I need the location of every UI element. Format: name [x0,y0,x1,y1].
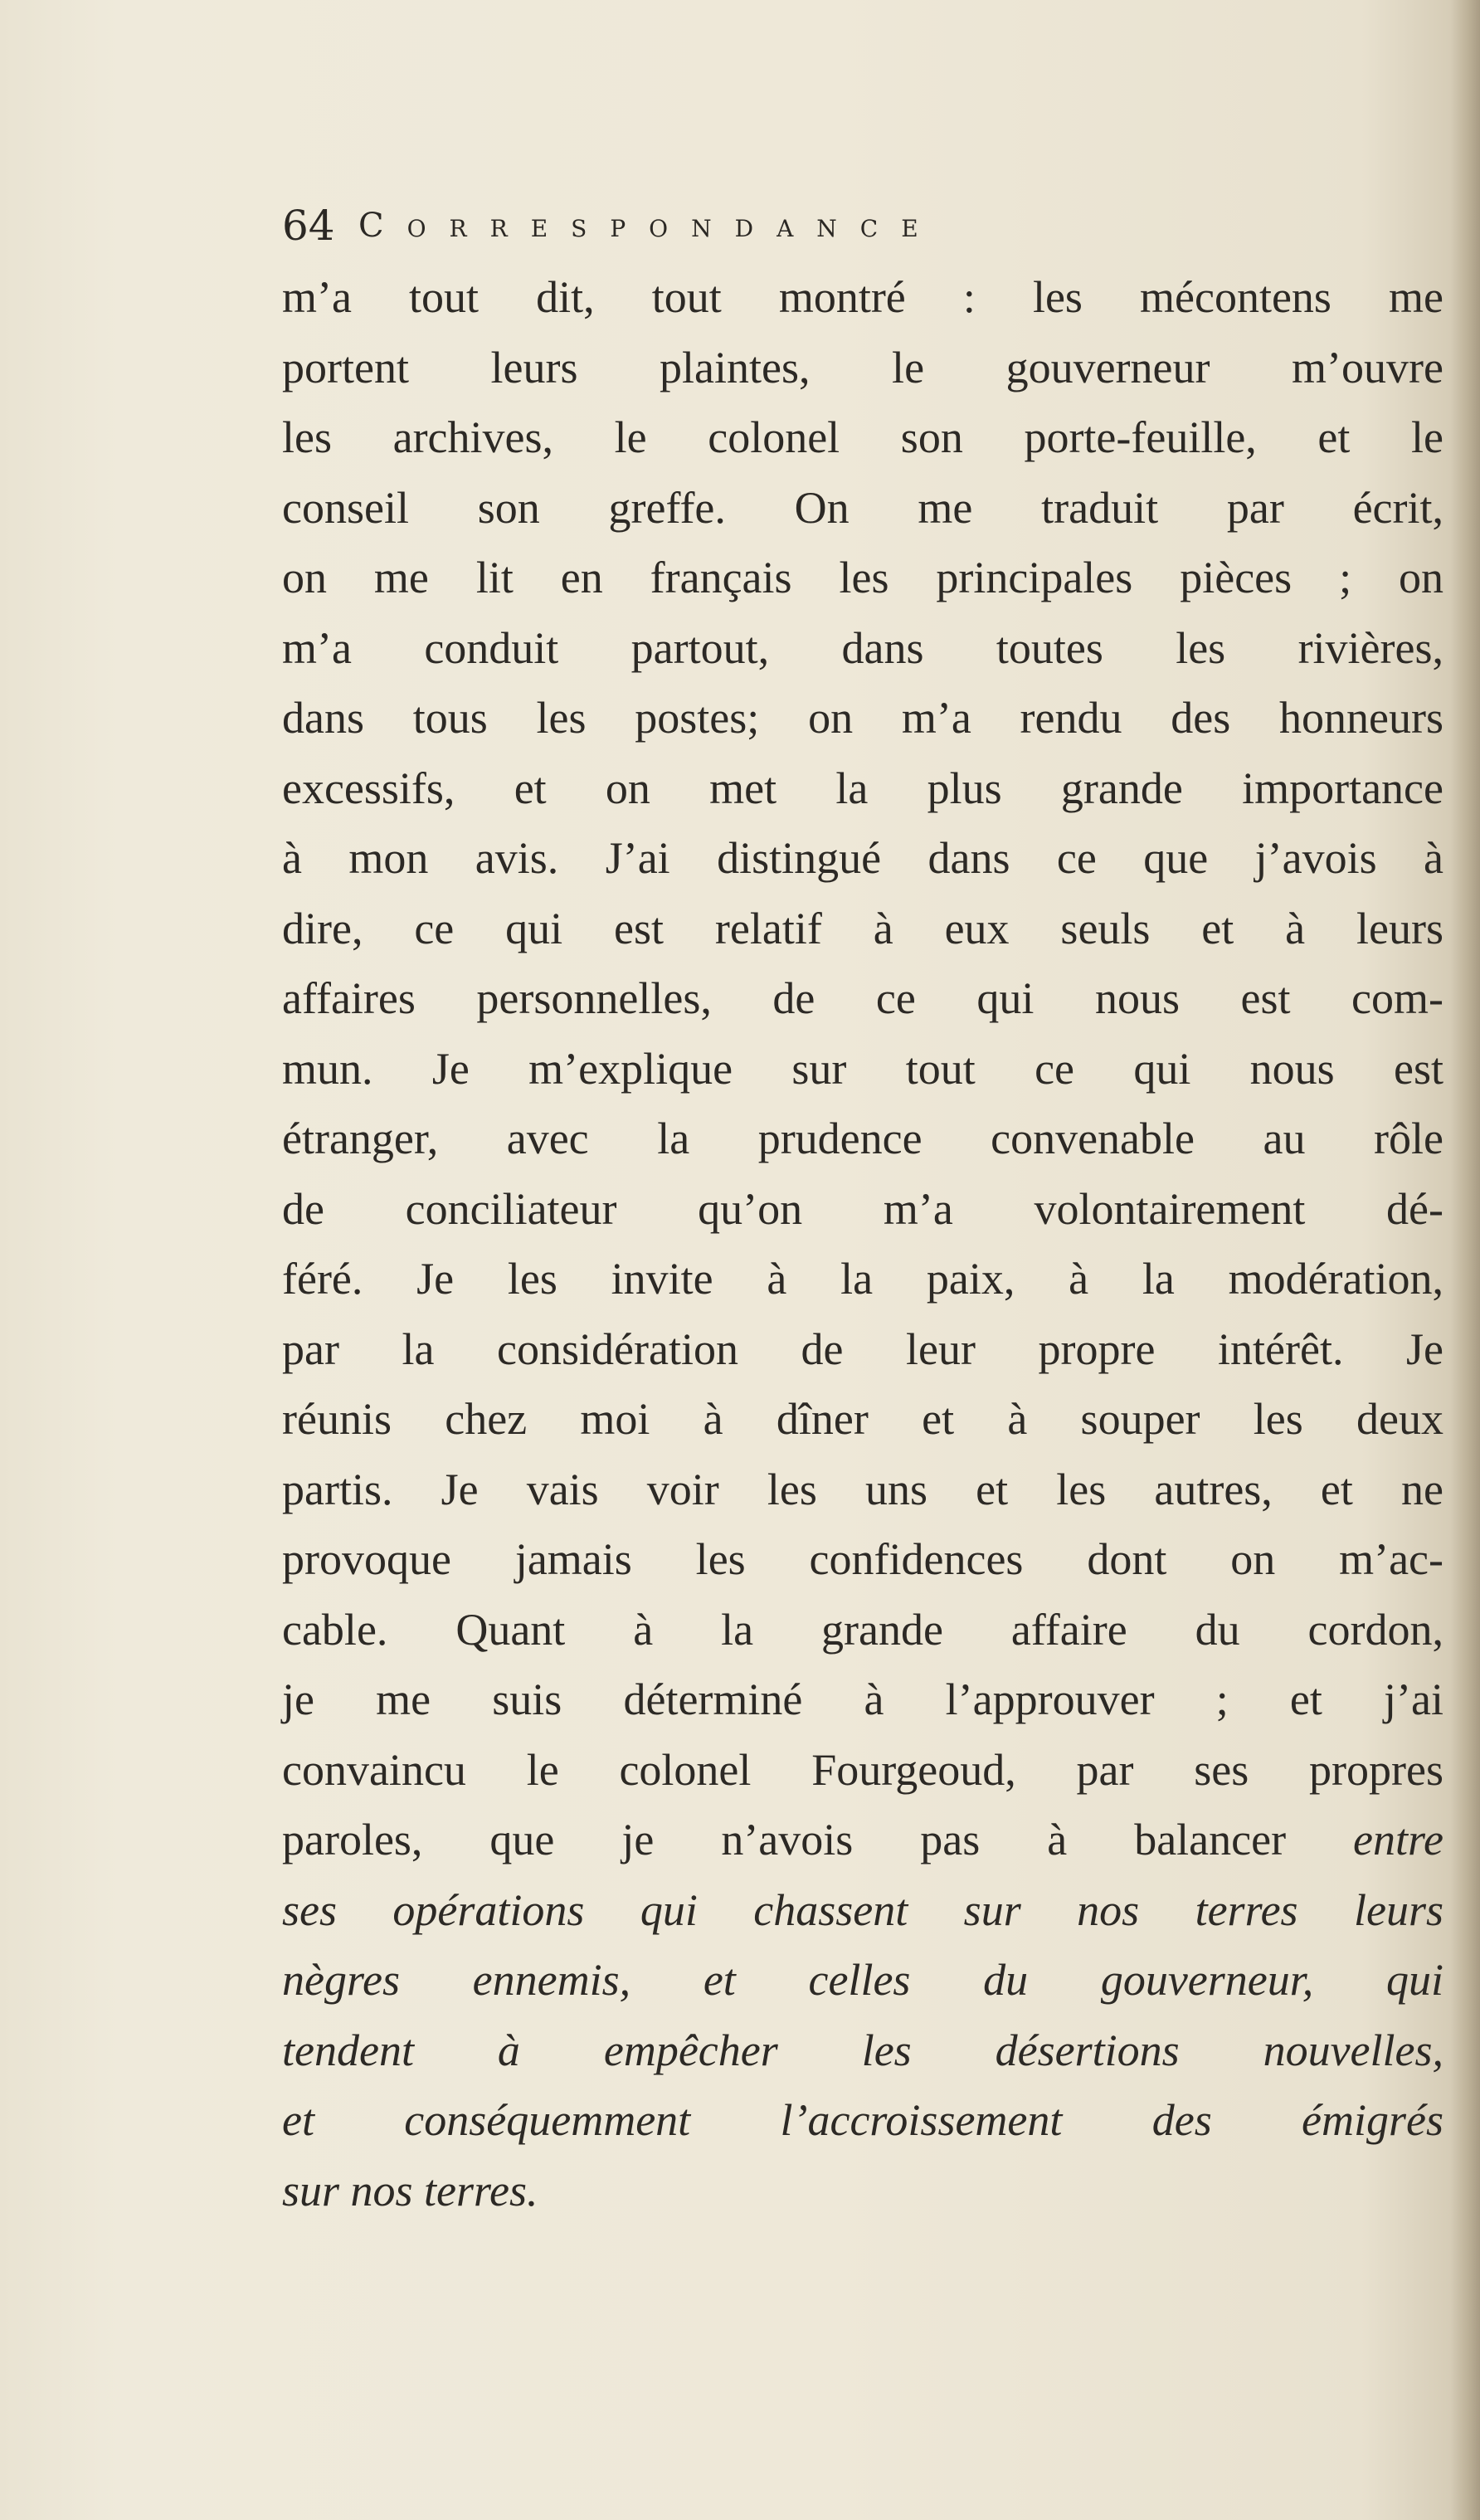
page-number: 64 [282,202,335,250]
text-line: mun. Je m’explique sur tout ce qui nous est [282,1043,1443,1094]
running-head [282,193,1443,259]
text-line-mixed [282,1805,1443,1875]
text-line: excessifs, et on met la plus grande importance [282,763,1443,813]
text-line: étranger, avec la prudence convenable au rôle [282,1114,1443,1163]
italic-text-line: sur nos terres. [282,2165,538,2215]
text-line: portent leurs plaintes, le gouverneur m’ouvre [282,342,1443,392]
italic-text-line: tendent à empêcher les désertions nouvelles, [282,2025,1443,2075]
italic-text-line: nègres ennemis, et celles du gouverneur, qui [282,1955,1443,2005]
text-line: partis. Je vais voir les uns et les autres, et ne [282,1464,1443,1514]
text-line: les archives, le colonel son porte-feuille, et le [282,412,1443,462]
text-line: de conciliateur qu’on m’a volontairement dé- [282,1183,1443,1234]
page-edge-shadow [1450,0,1480,2520]
text-line: provoque jamais les confidences dont on m’ac- [282,1534,1443,1584]
text-line: convaincu le colonel Fourgeoud, par ses propres [282,1744,1443,1795]
text-line: dire, ce qui est relatif à eux seuls et à leurs [282,903,1443,953]
body-text [282,262,1443,2225]
text-line: affaires personnelles, de ce qui nous est com- [282,973,1443,1023]
text-segment-roman: paroles, que je n’avois pas à balancer [282,1815,1354,1864]
text-line: on me lit en français les principales pièces ; on [282,553,1443,602]
text-line: m’a conduit partout, dans toutes les rivières, [282,622,1443,673]
text-line: m’a tout dit, tout montré : les mécontens me [282,272,1443,322]
italic-text-line: ses opérations qui chassent sur nos terres leurs [282,1884,1443,1935]
text-line: féré. Je les invite à la paix, à la modération, [282,1254,1443,1304]
text-line: par la considération de leur propre intérêt. Je [282,1323,1443,1374]
text-line: conseil son greffe. On me traduit par écrit, [282,482,1443,533]
text-line: cable. Quant à la grande affaire du cordon, [282,1604,1443,1655]
text-segment-italic: entre [1353,1815,1443,1864]
text-line: réunis chez moi à dîner et à souper les deux [282,1394,1443,1444]
text-line: à mon avis. J’ai distingué dans ce que j’avois à [282,833,1443,883]
text-line: je me suis déterminé à l’approuver ; et j’ai [282,1674,1443,1724]
text-line: dans tous les postes; on m’a rendu des honneurs [282,693,1443,743]
italic-text-line: et conséquemment l’accroissement des émigrés [282,2095,1443,2145]
running-title: Correspondance [358,207,942,245]
